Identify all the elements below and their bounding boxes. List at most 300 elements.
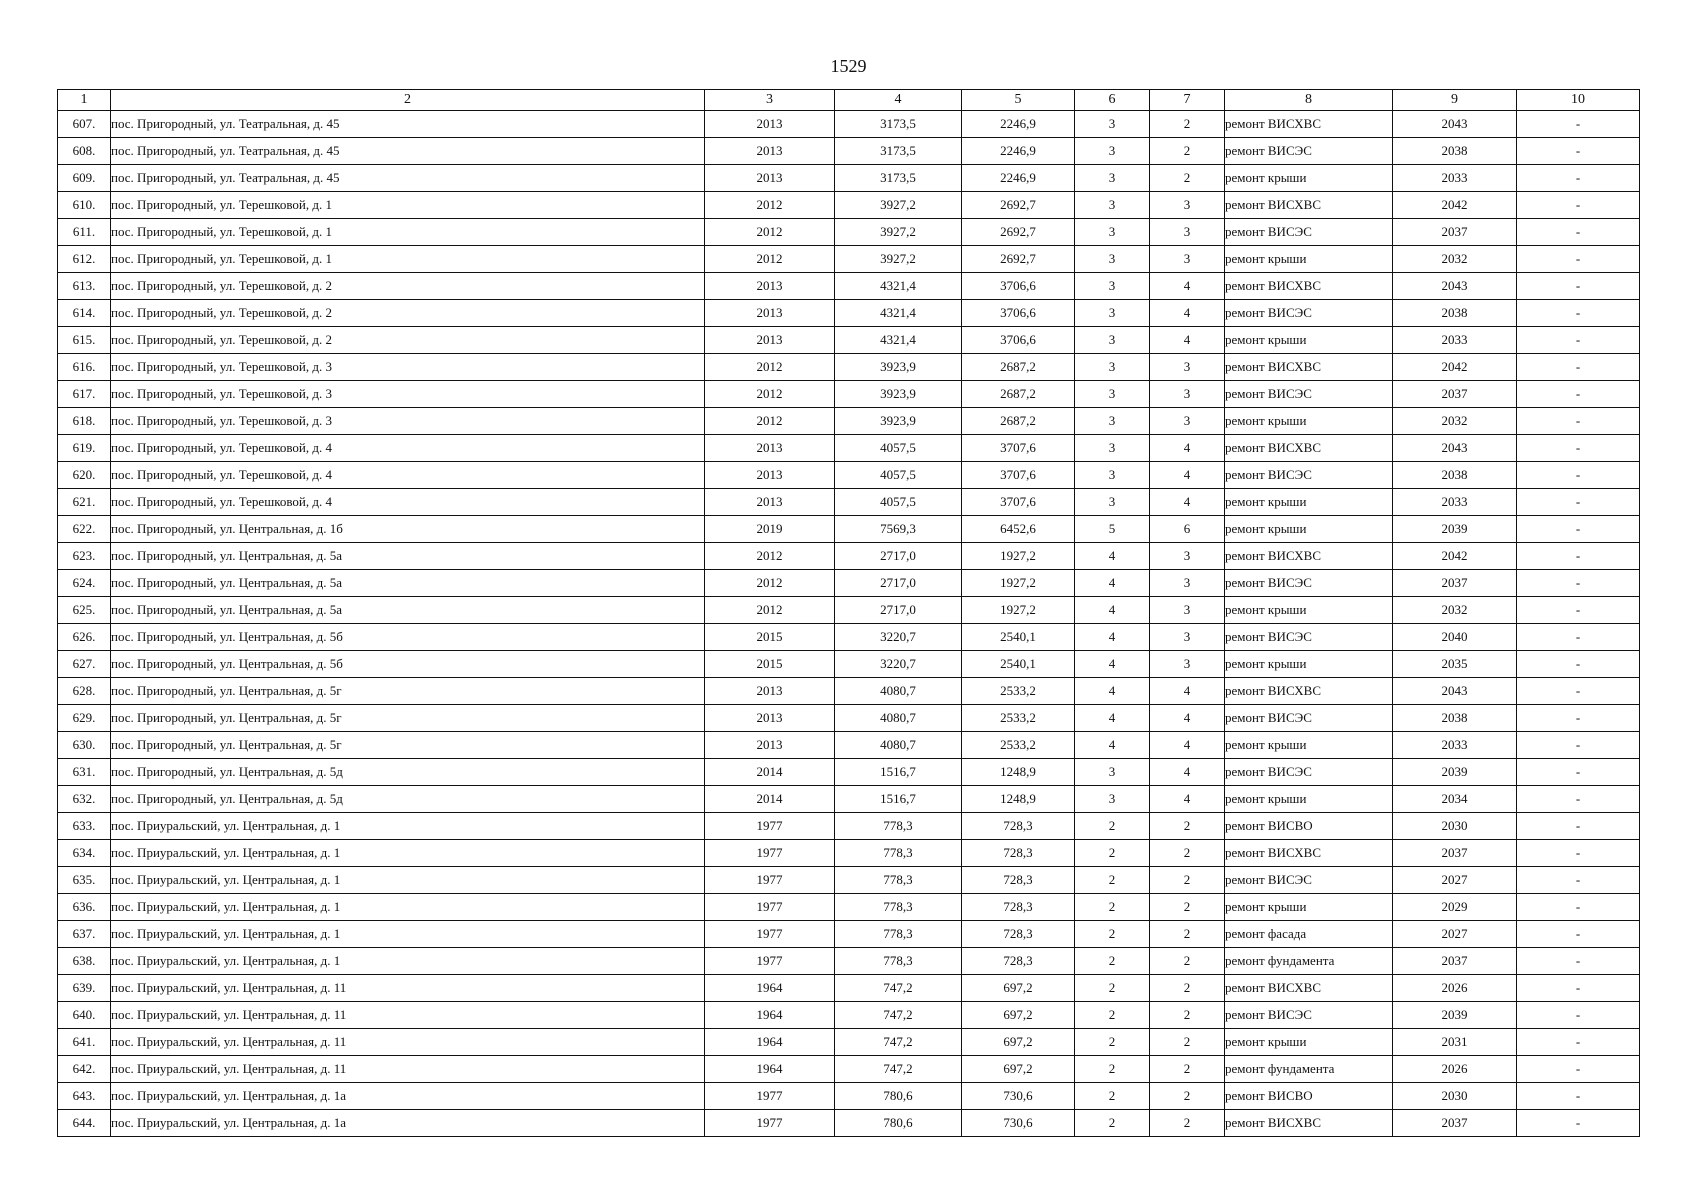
cell-year-built: 2012 — [705, 192, 835, 219]
cell-row-number: 623. — [58, 543, 111, 570]
cell-total-area: 747,2 — [835, 1056, 962, 1083]
cell-row-number: 631. — [58, 759, 111, 786]
cell-year-built: 2012 — [705, 597, 835, 624]
cell-address: пос. Пригородный, ул. Театральная, д. 45 — [111, 111, 705, 138]
cell-planned-year: 2031 — [1393, 1029, 1517, 1056]
cell-note: - — [1517, 1110, 1640, 1137]
cell-year-built: 1977 — [705, 867, 835, 894]
cell-living-area: 1927,2 — [962, 597, 1075, 624]
cell-total-area: 3220,7 — [835, 651, 962, 678]
cell-address: пос. Приуральский, ул. Центральная, д. 1 — [111, 813, 705, 840]
cell-year-built: 2015 — [705, 651, 835, 678]
cell-year-built: 2013 — [705, 705, 835, 732]
cell-row-number: 637. — [58, 921, 111, 948]
cell-entrances: 4 — [1150, 759, 1225, 786]
cell-address: пос. Приуральский, ул. Центральная, д. 11 — [111, 1056, 705, 1083]
cell-note: - — [1517, 759, 1640, 786]
cell-planned-year: 2032 — [1393, 408, 1517, 435]
cell-floors: 3 — [1075, 192, 1150, 219]
cell-floors: 2 — [1075, 894, 1150, 921]
cell-planned-year: 2032 — [1393, 597, 1517, 624]
cell-floors: 3 — [1075, 300, 1150, 327]
cell-total-area: 2717,0 — [835, 543, 962, 570]
cell-living-area: 728,3 — [962, 921, 1075, 948]
cell-address: пос. Пригородный, ул. Центральная, д. 5а — [111, 570, 705, 597]
cell-repair-type: ремонт крыши — [1225, 894, 1393, 921]
table-row — [58, 354, 1640, 381]
cell-repair-type: ремонт фасада — [1225, 921, 1393, 948]
cell-floors: 4 — [1075, 570, 1150, 597]
cell-year-built: 1977 — [705, 1083, 835, 1110]
cell-living-area: 1927,2 — [962, 543, 1075, 570]
cell-entrances: 4 — [1150, 435, 1225, 462]
cell-living-area: 730,6 — [962, 1083, 1075, 1110]
cell-total-area: 4057,5 — [835, 462, 962, 489]
cell-address: пос. Пригородный, ул. Центральная, д. 5б — [111, 651, 705, 678]
cell-note: - — [1517, 975, 1640, 1002]
table-row — [58, 462, 1640, 489]
cell-total-area: 780,6 — [835, 1110, 962, 1137]
column-header-1: 1 — [58, 90, 111, 111]
cell-living-area: 2533,2 — [962, 678, 1075, 705]
cell-floors: 4 — [1075, 651, 1150, 678]
cell-entrances: 2 — [1150, 1056, 1225, 1083]
table-row — [58, 381, 1640, 408]
table-row — [58, 786, 1640, 813]
cell-address: пос. Пригородный, ул. Терешковой, д. 1 — [111, 219, 705, 246]
cell-note: - — [1517, 597, 1640, 624]
cell-planned-year: 2042 — [1393, 192, 1517, 219]
cell-address: пос. Пригородный, ул. Театральная, д. 45 — [111, 138, 705, 165]
table-row — [58, 732, 1640, 759]
cell-entrances: 2 — [1150, 813, 1225, 840]
cell-row-number: 614. — [58, 300, 111, 327]
table-row — [58, 1029, 1640, 1056]
table-row — [58, 1083, 1640, 1110]
column-header-8: 8 — [1225, 90, 1393, 111]
cell-row-number: 629. — [58, 705, 111, 732]
table-row — [58, 813, 1640, 840]
cell-note: - — [1517, 1056, 1640, 1083]
cell-year-built: 2013 — [705, 489, 835, 516]
cell-note: - — [1517, 111, 1640, 138]
cell-note: - — [1517, 165, 1640, 192]
cell-address: пос. Пригородный, ул. Терешковой, д. 4 — [111, 462, 705, 489]
cell-entrances: 2 — [1150, 1002, 1225, 1029]
cell-row-number: 619. — [58, 435, 111, 462]
cell-row-number: 639. — [58, 975, 111, 1002]
cell-floors: 2 — [1075, 921, 1150, 948]
cell-note: - — [1517, 354, 1640, 381]
cell-floors: 3 — [1075, 462, 1150, 489]
cell-floors: 3 — [1075, 327, 1150, 354]
table-row — [58, 894, 1640, 921]
cell-year-built: 2013 — [705, 273, 835, 300]
cell-total-area: 1516,7 — [835, 759, 962, 786]
cell-year-built: 2014 — [705, 759, 835, 786]
cell-repair-type: ремонт крыши — [1225, 597, 1393, 624]
cell-living-area: 2246,9 — [962, 138, 1075, 165]
cell-row-number: 624. — [58, 570, 111, 597]
cell-row-number: 609. — [58, 165, 111, 192]
cell-entrances: 3 — [1150, 246, 1225, 273]
cell-year-built: 1964 — [705, 975, 835, 1002]
cell-floors: 3 — [1075, 489, 1150, 516]
table-row — [58, 678, 1640, 705]
cell-floors: 3 — [1075, 408, 1150, 435]
table-row — [58, 219, 1640, 246]
cell-row-number: 636. — [58, 894, 111, 921]
cell-planned-year: 2042 — [1393, 354, 1517, 381]
cell-planned-year: 2033 — [1393, 489, 1517, 516]
cell-living-area: 2692,7 — [962, 246, 1075, 273]
cell-year-built: 2013 — [705, 732, 835, 759]
cell-entrances: 3 — [1150, 192, 1225, 219]
cell-living-area: 2246,9 — [962, 111, 1075, 138]
cell-total-area: 3923,9 — [835, 381, 962, 408]
cell-note: - — [1517, 381, 1640, 408]
cell-floors: 4 — [1075, 705, 1150, 732]
table-row — [58, 705, 1640, 732]
cell-planned-year: 2030 — [1393, 1083, 1517, 1110]
cell-floors: 3 — [1075, 759, 1150, 786]
cell-year-built: 1964 — [705, 1056, 835, 1083]
cell-entrances: 3 — [1150, 597, 1225, 624]
cell-note: - — [1517, 624, 1640, 651]
cell-floors: 3 — [1075, 381, 1150, 408]
cell-repair-type: ремонт крыши — [1225, 732, 1393, 759]
cell-total-area: 778,3 — [835, 948, 962, 975]
cell-address: пос. Приуральский, ул. Центральная, д. 11 — [111, 1002, 705, 1029]
cell-address: пос. Пригородный, ул. Терешковой, д. 3 — [111, 381, 705, 408]
cell-living-area: 3707,6 — [962, 462, 1075, 489]
cell-address: пос. Пригородный, ул. Терешковой, д. 1 — [111, 192, 705, 219]
cell-living-area: 697,2 — [962, 975, 1075, 1002]
cell-entrances: 6 — [1150, 516, 1225, 543]
cell-note: - — [1517, 894, 1640, 921]
cell-planned-year: 2026 — [1393, 1056, 1517, 1083]
table-row — [58, 651, 1640, 678]
cell-year-built: 2015 — [705, 624, 835, 651]
cell-year-built: 2012 — [705, 381, 835, 408]
cell-address: пос. Пригородный, ул. Центральная, д. 5г — [111, 678, 705, 705]
cell-living-area: 728,3 — [962, 894, 1075, 921]
cell-note: - — [1517, 840, 1640, 867]
cell-address: пос. Пригородный, ул. Терешковой, д. 2 — [111, 273, 705, 300]
cell-total-area: 4321,4 — [835, 327, 962, 354]
cell-total-area: 4057,5 — [835, 489, 962, 516]
cell-total-area: 3220,7 — [835, 624, 962, 651]
cell-repair-type: ремонт ВИСЭС — [1225, 138, 1393, 165]
cell-total-area: 2717,0 — [835, 570, 962, 597]
table-row — [58, 300, 1640, 327]
cell-address: пос. Пригородный, ул. Центральная, д. 5а — [111, 543, 705, 570]
cell-repair-type: ремонт фундамента — [1225, 948, 1393, 975]
cell-row-number: 632. — [58, 786, 111, 813]
cell-total-area: 747,2 — [835, 1029, 962, 1056]
cell-note: - — [1517, 327, 1640, 354]
cell-living-area: 2246,9 — [962, 165, 1075, 192]
table-row — [58, 165, 1640, 192]
cell-planned-year: 2037 — [1393, 381, 1517, 408]
cell-note: - — [1517, 516, 1640, 543]
cell-repair-type: ремонт ВИСЭС — [1225, 462, 1393, 489]
cell-note: - — [1517, 246, 1640, 273]
cell-repair-type: ремонт ВИСХВС — [1225, 435, 1393, 462]
cell-entrances: 2 — [1150, 138, 1225, 165]
cell-year-built: 1977 — [705, 840, 835, 867]
cell-total-area: 780,6 — [835, 1083, 962, 1110]
column-header-6: 6 — [1075, 90, 1150, 111]
table-row — [58, 192, 1640, 219]
cell-total-area: 778,3 — [835, 840, 962, 867]
cell-floors: 2 — [1075, 1110, 1150, 1137]
column-header-2: 2 — [111, 90, 705, 111]
cell-year-built: 2013 — [705, 138, 835, 165]
cell-entrances: 3 — [1150, 543, 1225, 570]
cell-address: пос. Приуральский, ул. Центральная, д. 1а — [111, 1110, 705, 1137]
cell-floors: 3 — [1075, 219, 1150, 246]
cell-total-area: 747,2 — [835, 1002, 962, 1029]
cell-year-built: 1977 — [705, 813, 835, 840]
cell-living-area: 2540,1 — [962, 651, 1075, 678]
cell-year-built: 2013 — [705, 435, 835, 462]
cell-planned-year: 2037 — [1393, 570, 1517, 597]
cell-address: пос. Пригородный, ул. Центральная, д. 5д — [111, 759, 705, 786]
cell-repair-type: ремонт ВИСХВС — [1225, 111, 1393, 138]
cell-repair-type: ремонт ВИСХВС — [1225, 840, 1393, 867]
cell-floors: 2 — [1075, 1029, 1150, 1056]
cell-note: - — [1517, 219, 1640, 246]
cell-planned-year: 2027 — [1393, 921, 1517, 948]
cell-year-built: 1964 — [705, 1002, 835, 1029]
cell-row-number: 612. — [58, 246, 111, 273]
cell-living-area: 2692,7 — [962, 219, 1075, 246]
table-row — [58, 624, 1640, 651]
cell-living-area: 728,3 — [962, 813, 1075, 840]
table-row — [58, 327, 1640, 354]
cell-floors: 4 — [1075, 624, 1150, 651]
cell-note: - — [1517, 813, 1640, 840]
table-header-row — [58, 90, 1640, 111]
table-row — [58, 543, 1640, 570]
cell-entrances: 2 — [1150, 894, 1225, 921]
table-row — [58, 435, 1640, 462]
cell-living-area: 2533,2 — [962, 732, 1075, 759]
cell-repair-type: ремонт ВИСХВС — [1225, 975, 1393, 1002]
cell-entrances: 4 — [1150, 462, 1225, 489]
cell-address: пос. Приуральский, ул. Центральная, д. 1 — [111, 921, 705, 948]
table-row — [58, 516, 1640, 543]
cell-planned-year: 2035 — [1393, 651, 1517, 678]
cell-total-area: 4057,5 — [835, 435, 962, 462]
cell-row-number: 641. — [58, 1029, 111, 1056]
table-row — [58, 975, 1640, 1002]
cell-total-area: 4321,4 — [835, 300, 962, 327]
cell-entrances: 3 — [1150, 570, 1225, 597]
cell-address: пос. Пригородный, ул. Центральная, д. 1б — [111, 516, 705, 543]
cell-entrances: 4 — [1150, 327, 1225, 354]
cell-living-area: 730,6 — [962, 1110, 1075, 1137]
cell-living-area: 6452,6 — [962, 516, 1075, 543]
cell-repair-type: ремонт ВИСХВС — [1225, 678, 1393, 705]
repair-schedule-table — [57, 89, 1640, 1137]
cell-year-built: 2013 — [705, 678, 835, 705]
cell-floors: 2 — [1075, 975, 1150, 1002]
cell-note: - — [1517, 570, 1640, 597]
cell-row-number: 610. — [58, 192, 111, 219]
cell-repair-type: ремонт ВИСЭС — [1225, 1002, 1393, 1029]
cell-row-number: 626. — [58, 624, 111, 651]
cell-total-area: 3927,2 — [835, 219, 962, 246]
cell-entrances: 4 — [1150, 786, 1225, 813]
cell-address: пос. Приуральский, ул. Центральная, д. 1 — [111, 867, 705, 894]
cell-address: пос. Пригородный, ул. Терешковой, д. 3 — [111, 354, 705, 381]
cell-address: пос. Пригородный, ул. Центральная, д. 5г — [111, 705, 705, 732]
cell-living-area: 3706,6 — [962, 327, 1075, 354]
column-header-10: 10 — [1517, 90, 1640, 111]
cell-year-built: 2013 — [705, 111, 835, 138]
cell-entrances: 2 — [1150, 1083, 1225, 1110]
cell-total-area: 4080,7 — [835, 732, 962, 759]
cell-floors: 3 — [1075, 246, 1150, 273]
cell-row-number: 607. — [58, 111, 111, 138]
cell-row-number: 635. — [58, 867, 111, 894]
cell-repair-type: ремонт ВИСЭС — [1225, 867, 1393, 894]
table-row — [58, 1110, 1640, 1137]
cell-repair-type: ремонт крыши — [1225, 246, 1393, 273]
cell-row-number: 642. — [58, 1056, 111, 1083]
cell-repair-type: ремонт ВИСХВС — [1225, 273, 1393, 300]
cell-entrances: 2 — [1150, 975, 1225, 1002]
cell-repair-type: ремонт ВИСХВС — [1225, 543, 1393, 570]
cell-note: - — [1517, 273, 1640, 300]
cell-row-number: 630. — [58, 732, 111, 759]
cell-total-area: 778,3 — [835, 894, 962, 921]
cell-row-number: 616. — [58, 354, 111, 381]
cell-repair-type: ремонт ВИСЭС — [1225, 381, 1393, 408]
cell-note: - — [1517, 1002, 1640, 1029]
cell-entrances: 3 — [1150, 354, 1225, 381]
cell-row-number: 613. — [58, 273, 111, 300]
cell-note: - — [1517, 300, 1640, 327]
table-row — [58, 138, 1640, 165]
table-row — [58, 570, 1640, 597]
cell-entrances: 3 — [1150, 408, 1225, 435]
cell-year-built: 1977 — [705, 894, 835, 921]
cell-repair-type: ремонт крыши — [1225, 786, 1393, 813]
cell-row-number: 615. — [58, 327, 111, 354]
cell-total-area: 778,3 — [835, 921, 962, 948]
cell-entrances: 4 — [1150, 273, 1225, 300]
cell-planned-year: 2032 — [1393, 246, 1517, 273]
cell-address: пос. Пригородный, ул. Терешковой, д. 2 — [111, 300, 705, 327]
cell-entrances: 3 — [1150, 381, 1225, 408]
cell-repair-type: ремонт ВИСЭС — [1225, 624, 1393, 651]
cell-note: - — [1517, 408, 1640, 435]
cell-year-built: 2012 — [705, 219, 835, 246]
cell-address: пос. Пригородный, ул. Терешковой, д. 4 — [111, 489, 705, 516]
cell-floors: 3 — [1075, 273, 1150, 300]
cell-entrances: 3 — [1150, 624, 1225, 651]
cell-address: пос. Приуральский, ул. Центральная, д. 1а — [111, 1083, 705, 1110]
cell-note: - — [1517, 435, 1640, 462]
cell-year-built: 2013 — [705, 300, 835, 327]
cell-year-built: 2019 — [705, 516, 835, 543]
cell-address: пос. Приуральский, ул. Центральная, д. 1 — [111, 894, 705, 921]
cell-address: пос. Пригородный, ул. Центральная, д. 5б — [111, 624, 705, 651]
cell-entrances: 3 — [1150, 651, 1225, 678]
cell-row-number: 621. — [58, 489, 111, 516]
cell-year-built: 1977 — [705, 1110, 835, 1137]
cell-note: - — [1517, 732, 1640, 759]
cell-living-area: 1248,9 — [962, 759, 1075, 786]
cell-year-built: 2012 — [705, 570, 835, 597]
cell-floors: 2 — [1075, 813, 1150, 840]
cell-planned-year: 2034 — [1393, 786, 1517, 813]
cell-repair-type: ремонт крыши — [1225, 165, 1393, 192]
cell-row-number: 625. — [58, 597, 111, 624]
cell-repair-type: ремонт крыши — [1225, 516, 1393, 543]
cell-planned-year: 2038 — [1393, 462, 1517, 489]
cell-floors: 4 — [1075, 732, 1150, 759]
cell-address: пос. Пригородный, ул. Терешковой, д. 1 — [111, 246, 705, 273]
column-header-9: 9 — [1393, 90, 1517, 111]
cell-repair-type: ремонт крыши — [1225, 1029, 1393, 1056]
cell-address: пос. Пригородный, ул. Центральная, д. 5д — [111, 786, 705, 813]
cell-floors: 2 — [1075, 867, 1150, 894]
cell-note: - — [1517, 651, 1640, 678]
cell-total-area: 778,3 — [835, 867, 962, 894]
cell-address: пос. Пригородный, ул. Театральная, д. 45 — [111, 165, 705, 192]
cell-planned-year: 2026 — [1393, 975, 1517, 1002]
cell-entrances: 2 — [1150, 111, 1225, 138]
cell-living-area: 2533,2 — [962, 705, 1075, 732]
cell-entrances: 2 — [1150, 948, 1225, 975]
cell-total-area: 3923,9 — [835, 408, 962, 435]
cell-entrances: 2 — [1150, 1029, 1225, 1056]
cell-planned-year: 2039 — [1393, 516, 1517, 543]
cell-living-area: 2692,7 — [962, 192, 1075, 219]
table-row — [58, 948, 1640, 975]
cell-note: - — [1517, 1083, 1640, 1110]
cell-year-built: 1977 — [705, 948, 835, 975]
cell-living-area: 2687,2 — [962, 354, 1075, 381]
cell-living-area: 3707,6 — [962, 489, 1075, 516]
cell-total-area: 3927,2 — [835, 192, 962, 219]
cell-planned-year: 2042 — [1393, 543, 1517, 570]
cell-entrances: 3 — [1150, 219, 1225, 246]
table-row — [58, 1056, 1640, 1083]
cell-note: - — [1517, 489, 1640, 516]
cell-living-area: 1927,2 — [962, 570, 1075, 597]
cell-year-built: 2014 — [705, 786, 835, 813]
cell-total-area: 3923,9 — [835, 354, 962, 381]
cell-planned-year: 2040 — [1393, 624, 1517, 651]
cell-year-built: 2013 — [705, 165, 835, 192]
cell-total-area: 1516,7 — [835, 786, 962, 813]
cell-address: пос. Пригородный, ул. Центральная, д. 5а — [111, 597, 705, 624]
cell-repair-type: ремонт ВИСХВС — [1225, 1110, 1393, 1137]
cell-repair-type: ремонт ВИСХВС — [1225, 354, 1393, 381]
cell-total-area: 2717,0 — [835, 597, 962, 624]
cell-living-area: 3706,6 — [962, 300, 1075, 327]
cell-living-area: 2687,2 — [962, 408, 1075, 435]
table-body — [58, 111, 1640, 1137]
cell-living-area: 2540,1 — [962, 624, 1075, 651]
cell-floors: 2 — [1075, 1002, 1150, 1029]
cell-floors: 3 — [1075, 138, 1150, 165]
